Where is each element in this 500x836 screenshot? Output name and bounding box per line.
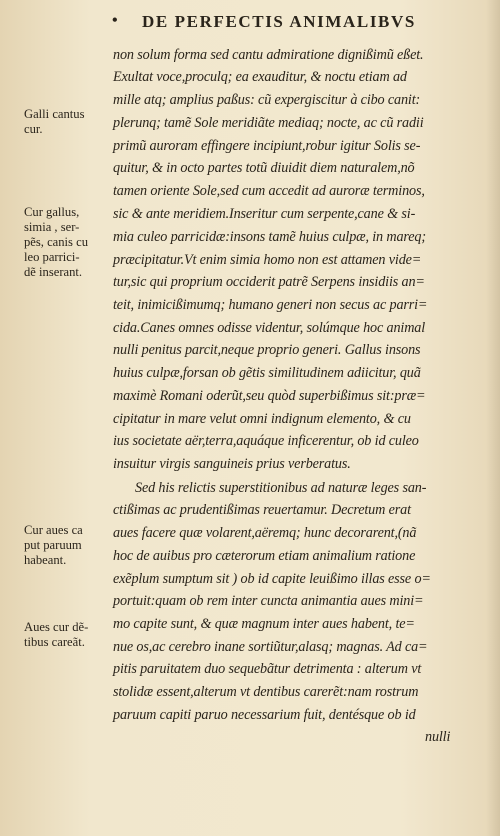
text-line: primũ auroram effingere incipiunt,robur igitur Solis se- (113, 138, 421, 154)
marginal-note-line: put paruum (24, 538, 82, 552)
page-edge-shadow (486, 0, 500, 836)
marginal-note (24, 107, 110, 137)
text-line: præcipitatur.Vt enim simia homo non est attamen vide= (113, 252, 422, 268)
marginal-note-line: Cur gallus, (24, 205, 80, 219)
marginal-note (24, 620, 110, 650)
running-head-title: DE PERFECTIS ANIMALIBVS (142, 12, 416, 31)
marginal-note (24, 205, 110, 280)
marginal-note-line: habeant. (24, 553, 67, 567)
text-line: aues facere quæ volarent,aëremq; hunc decorarent,(nã (113, 525, 417, 541)
text-line: pitis paruitatem duo sequebãtur detrimenta : alterum vt (113, 661, 422, 677)
text-line-indented: Sed his relictis superstitionibus ad naturæ leges san- (135, 480, 427, 496)
text-line: plerunq; tamẽ Sole meridiãte mediaq; nocte, ac cũ radii (113, 115, 424, 131)
catchword: nulli (425, 729, 451, 745)
marginal-note-line: Aues cur dẽ- (24, 620, 89, 634)
text-line: mille atq; amplius paßus: cũ expergiscitur à cibo canit: (113, 92, 421, 108)
text-line: tamen oriente Sole,sed cum accedit ad auroræ terminos, (113, 183, 425, 199)
text-line: nue os,ac cerebro inane sortiũtur,alasq; magnas. Ad ca= (113, 639, 428, 655)
text-line: teit, inimicißimumq; humano generi non secus ac parri= (113, 297, 428, 313)
text-line: huius culpæ,forsan ob gẽtis similitudinem adiicitur, quã (113, 365, 421, 381)
text-line: Exultat voce,proculq; ea exauditur, & noctu etiam ad (113, 69, 407, 85)
marginal-note-line: dẽ inserant. (24, 265, 83, 279)
text-line: exẽplum sumptum sit ) ob id capite leuißimo illas esse o= (113, 571, 431, 587)
marginal-note-line: Cur aues ca (24, 523, 83, 537)
marginal-note (24, 523, 110, 568)
marginal-note-line: cur. (24, 122, 43, 136)
text-line: non solum forma sed cantu admiratione dignißimũ eßet. (113, 47, 424, 63)
text-line: insuitur virgis sanguineis prius verberatus. (113, 456, 351, 472)
text-line: cida.Canes omnes odisse videntur, solúmque hoc animal (113, 320, 426, 336)
text-line: cipitatur in mare velut omni indignum elemento, & cu (113, 411, 411, 427)
text-line: hoc de auibus pro cæterorum etiam animalium ratione (113, 548, 416, 564)
text-line: quitur, & in octo partes totũ diuidit diem naturalem,nõ (113, 160, 415, 176)
text-line: portuit:quam ob rem inter cuncta animantia aues mini= (113, 593, 424, 609)
marginal-note-line: pẽs, canis cu (24, 235, 88, 249)
text-line: stolidæ essent,alterum vt dentibus carerẽt:nam rostrum (113, 684, 419, 700)
text-line: paruum capiti paruo necessarium fuit, dentésque ob id (113, 707, 416, 723)
marginal-note-line: Galli cantus (24, 107, 85, 121)
marginal-note-line: tibus careãt. (24, 635, 85, 649)
text-line: tur,sic qui proprium occiderit patrẽ Serpens insidiis an= (113, 274, 425, 290)
text-line: sic & ante meridiem.Inseritur cum serpente,cane & si- (113, 206, 416, 222)
text-line: ius societate aër,terra,aquáque inficerentur, ob id culeo (113, 433, 419, 449)
text-line: nulli penitus parcit,neque proprio generi. Gallus insons (113, 342, 421, 358)
text-line: mo capite sunt, & quæ magnum inter aues habent, te= (113, 616, 415, 632)
text-line: ctißimas ac prudentißimas reuertamur. Decretum erat (113, 502, 411, 518)
marginal-note-line: simia , ser- (24, 220, 80, 234)
text-line: mia culeo parricidæ:insons tamẽ huius culpæ, in mareq; (113, 229, 426, 245)
marginal-note-line: leo parrici- (24, 250, 80, 264)
ornament-mark: • (112, 12, 120, 29)
text-line: maximè Romani oderũt,seu quòd superbißimus sit:præ= (113, 388, 426, 404)
